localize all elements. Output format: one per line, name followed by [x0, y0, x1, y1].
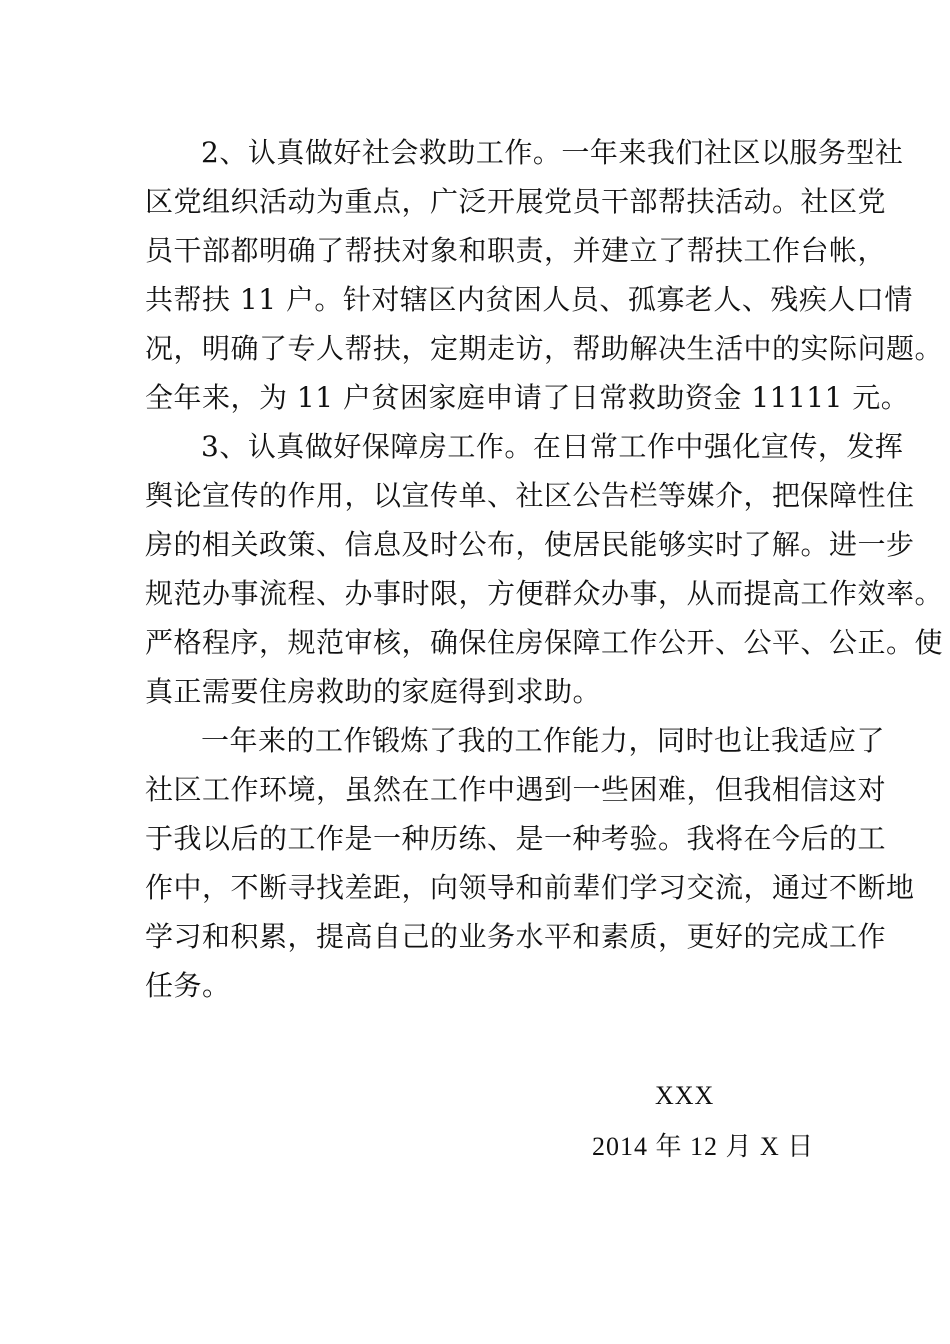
signature: XXX: [655, 1081, 715, 1110]
text-line: 任务。: [145, 969, 231, 1002]
paragraph-housing-security: [145, 422, 944, 716]
text-line: 作中，不断寻找差距，向领导和前辈们学习交流，通过不断地: [145, 871, 915, 904]
text-line: 一年来的工作锻炼了我的工作能力，同时也让我适应了: [201, 724, 886, 757]
text-line: 况，明确了专人帮扶，定期走访，帮助解决生活中的实际问题。: [145, 332, 944, 365]
text-line: 严格程序，规范审核，确保住房保障工作公开、公平、公正。使: [145, 626, 944, 659]
text-line: 2、认真做好社会救助工作。一年来我们社区以服务型社: [201, 136, 904, 169]
text-line: 真正需要住房救助的家庭得到求助。: [145, 675, 602, 708]
text-line: 学习和积累，提高自己的业务水平和素质，更好的完成工作: [145, 920, 887, 953]
text-line: 规范办事流程、办事时限，方便群众办事，从而提高工作效率。: [145, 577, 944, 610]
paragraph-conclusion: [145, 716, 915, 1010]
text-line: 3、认真做好保障房工作。在日常工作中强化宣传，发挥: [201, 430, 904, 463]
text-line: 于我以后的工作是一种历练、是一种考验。我将在今后的工: [145, 822, 887, 855]
text-line: 全年来，为 11 户贫困家庭申请了日常救助资金 11111 元。: [145, 381, 910, 414]
text-line: 社区工作环境，虽然在工作中遇到一些困难，但我相信这对: [145, 773, 887, 806]
text-line: 区党组织活动为重点，广泛开展党员干部帮扶活动。社区党: [145, 185, 887, 218]
text-line: 共帮扶 11 户。针对辖区内贫困人员、孤寡老人、残疾人口情: [145, 283, 913, 316]
text-line: 舆论宣传的作用，以宣传单、社区公告栏等媒介，把保障性住: [145, 479, 915, 512]
document-body: [145, 128, 944, 1010]
text-line: 房的相关政策、信息及时公布，使居民能够实时了解。进一步: [145, 528, 915, 561]
text-line: 员干部都明确了帮扶对象和职责，并建立了帮扶工作台帐，: [145, 234, 887, 267]
document-date: 2014 年 12 月 X 日: [592, 1132, 815, 1161]
paragraph-social-assistance: [145, 128, 944, 422]
